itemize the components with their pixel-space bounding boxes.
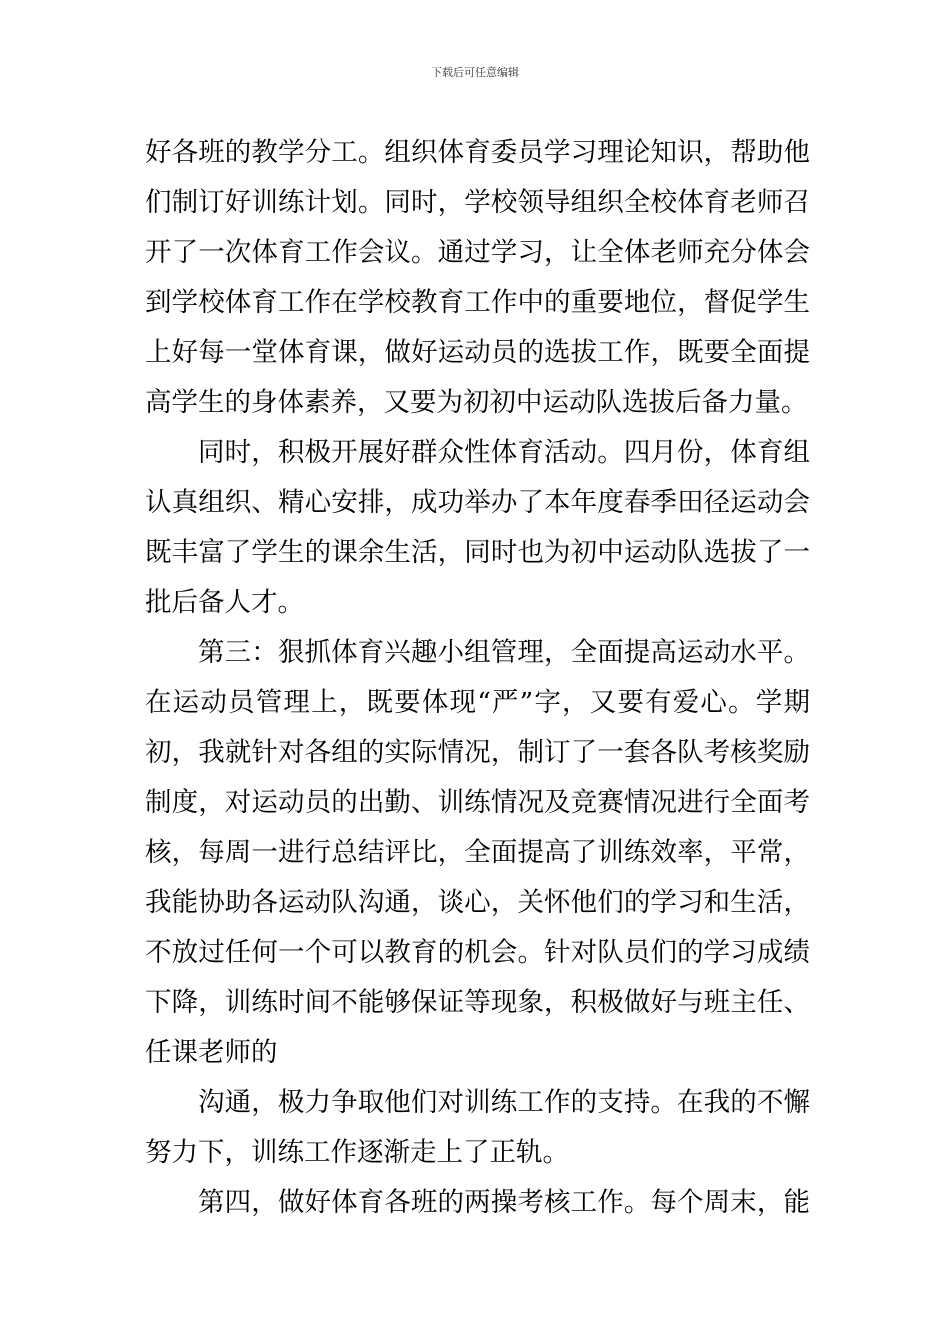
document-body <box>145 128 810 1228</box>
text-line: 好各班的教学分工。组织体育委员学习理论知识，帮助他 <box>145 137 810 168</box>
text-line: 批后备人才。 <box>145 587 304 618</box>
text-line: 下降，训练时间不能够保证等现象，积极做好与班主任、 <box>145 987 810 1018</box>
text-line: 在运动员管理上，既要体现“严”字，又要有爱心。学期 <box>145 687 810 718</box>
text-line: 开了一次体育工作会议。通过学习，让全体老师充分体会 <box>145 237 810 268</box>
page-header: 下载后可任意编辑 <box>431 66 519 79</box>
text-line: 们制订好训练计划。同时，学校领导组织全校体育老师召 <box>145 187 810 218</box>
text-line: 上好每一堂体育课，做好运动员的选拔工作，既要全面提 <box>145 337 810 368</box>
text-line: 第三：狠抓体育兴趣小组管理，全面提高运动水平。 <box>198 637 810 668</box>
text-line: 沟通，极力争取他们对训练工作的支持。在我的不懈 <box>198 1087 810 1118</box>
text-line: 我能协助各运动队沟通，谈心，关怀他们的学习和生活， <box>145 887 810 918</box>
text-line: 认真组织、精心安排，成功举办了本年度春季田径运动会 <box>145 487 810 518</box>
text-line: 核，每周一进行总结评比，全面提高了训练效率，平常， <box>145 837 810 868</box>
text-line: 第四，做好体育各班的两操考核工作。每个周末，能 <box>198 1187 810 1218</box>
text-line: 努力下，训练工作逐渐走上了正轨。 <box>145 1137 569 1168</box>
text-line: 同时，积极开展好群众性体育活动。四月份，体育组 <box>198 437 810 468</box>
text-line: 不放过任何一个可以教育的机会。针对队员们的学习成绩 <box>145 937 810 968</box>
text-line: 任课老师的 <box>145 1037 278 1068</box>
text-line: 高学生的身体素养，又要为初初中运动队选拔后备力量。 <box>145 387 808 418</box>
text-line: 既丰富了学生的课余生活，同时也为初中运动队选拔了一 <box>145 537 810 568</box>
text-line: 初，我就针对各组的实际情况，制订了一套各队考核奖励 <box>145 737 810 768</box>
text-line: 到学校体育工作在学校教育工作中的重要地位，督促学生 <box>145 287 810 318</box>
text-line: 制度，对运动员的出勤、训练情况及竞赛情况进行全面考 <box>145 787 810 818</box>
